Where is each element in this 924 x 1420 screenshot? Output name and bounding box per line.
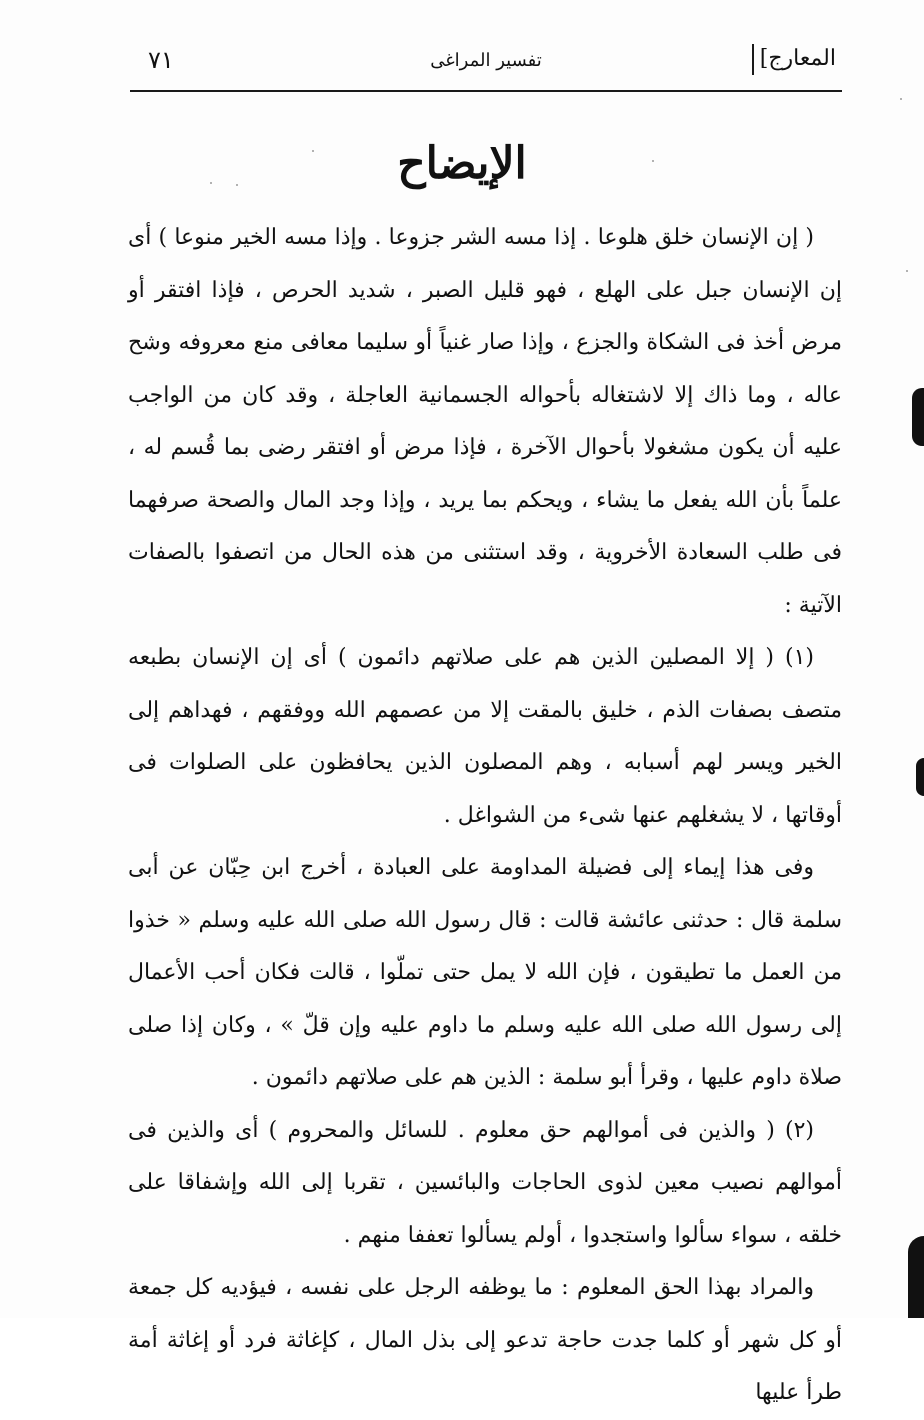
scan-speck [210, 182, 212, 184]
scan-edge-mark [916, 758, 924, 796]
section-heading: الإيضاح [397, 138, 527, 189]
scan-speck [236, 184, 238, 186]
paragraph-2: (١) ( إلا المصلين الذين هم على صلاتهم دائمون ) أى إن الإنسان بطبعه متصف بصفات الذم ، خليق بالمقت إلا من عصمهم الله ووفقهم ، فهداهم إلى الخير ويسر لهم أسبابه ، وهم المصلون الذين يحافظون على الصلوات فى أوقاتها ، لا يشغلهم عنها شىء من الشواغل . [128, 645, 842, 828]
paragraph-4: (٢) ( والذين فى أموالهم حق معلوم . للسائل والمحروم ) أى والذين فى أموالهم نصيب معين لذوى الحاجات والبائسين ، تقربا إلى الله وإشفاقا على خلقه ، سواء سألوا واستجدوا ، أولم يسألوا تعففا منهم . [128, 1117, 842, 1248]
scan-edge-mark [912, 388, 924, 446]
paragraph-5: والمراد بهذا الحق المعلوم : ما يوظفه الرجل على نفسه ، فيؤديه كل جمعة أو كل شهر أو كلما جدت حاجة تدعو إلى بذل المال ، كإغاثة فرد أو إغاثة أمة طرأ عليها [128, 1275, 842, 1405]
running-header [130, 40, 842, 92]
scan-speck [312, 150, 314, 152]
paragraph-1: ( إن الإنسان خلق هلوعا . إذا مسه الشر جزوعا . وإذا مسه الخير منوعا ) أى إن الإنسان جبل على الهلع ، فهو قليل الصبر ، شديد الحرص ، فإذا افتقر أو مرض أخذ فى الشكاة والجزع ، وإذا صار غنياً أو سليما معافى منع معروفه وشح عاله ، وما ذاك إلا لاشتغاله بأحواله الجسمانية العاجلة ، وقد كان من الواجب عليه أن يكون مشغولا بأحوال الآخرة ، فإذا مرض أو افتقر رضى بما قُسم له ، علماً بأن الله يفعل ما يشاء ، ويحكم بما يريد ، وإذا وجد المال والصحة صرفهما فى طلب السعادة الأخروية ، وقد استثنى من هذه الحال من اتصفوا بالصفات الآتية : [128, 225, 842, 618]
scan-speck [906, 270, 908, 272]
header-rule [130, 90, 842, 92]
book-title: تفسير المراغى [430, 50, 542, 71]
scan-speck [652, 160, 654, 162]
scan-speck [900, 98, 902, 100]
body-text [128, 212, 842, 1420]
surah-name: المعارج] [752, 44, 842, 75]
paragraph-3: وفى هذا إيماء إلى فضيلة المداومة على العبادة ، أخرج ابن حِبّان عن أبى سلمة قال : حدثنى عائشة قالت : قال رسول الله صلى الله عليه وسلم « خذوا من العمل ما تطيقون ، فإن الله لا يمل حتى تملّوا ، قالت فكان أحب الأعمال إلى رسول الله صلى الله عليه وسلم ما داوم عليه وإن قلّ » ، وكان إذا صلى صلاة داوم عليها ، وقرأ أبو سلمة : الذين هم على صلاتهم دائمون . [128, 855, 842, 1090]
page-number: ٧١ [148, 46, 174, 74]
scan-edge-mark [908, 1236, 924, 1318]
